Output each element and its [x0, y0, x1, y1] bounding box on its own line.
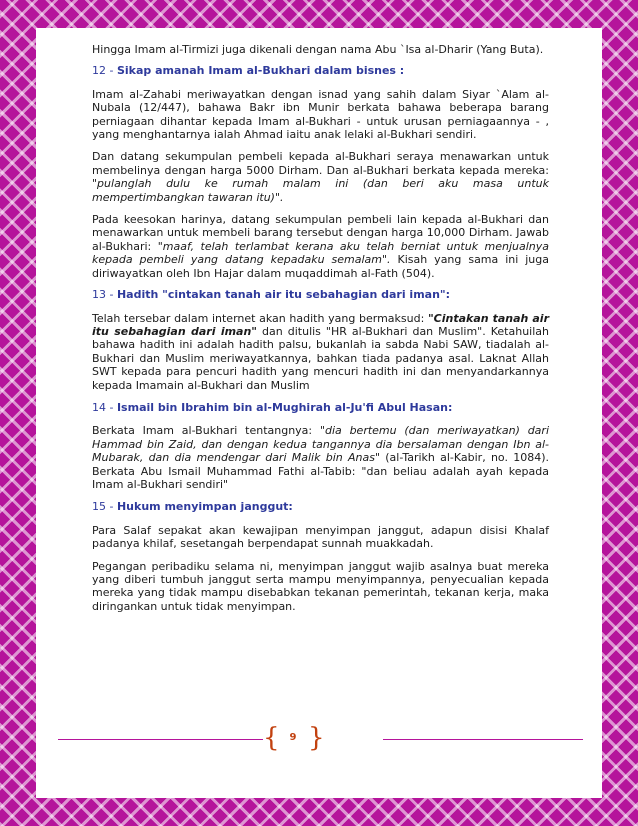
section-heading-15: 15 - Hukum menyimpan janggut: [92, 500, 293, 514]
paragraph: Pegangan peribadiku selama ni, menyimpan janggut wajib asalnya buat mereka yang diberi tumbuh janggut serta mampu menyimpannya, penyecualian kepada mereka yang tidak mampu disebabkan tekanan pemerintah, tekanan kerja, maka diringankan untuk tidak menyimpan. [92, 559, 549, 613]
section-heading-13: 13 - Hadith "cintakan tanah air itu sebahagian dari iman": [92, 288, 451, 302]
footer-bracket-open: { [263, 723, 280, 753]
paragraph: Dan datang sekumpulan pembeli kepada al-Bukhari seraya menawarkan untuk membelinya dengan harga 5000 Dirham. Dan al-Bukhari berkata kepada mereka: "pulanglah dulu ke rumah malam ini (dan beri aku masa untuk mempertimbangkan tawaran itu)". [92, 150, 549, 204]
page-number: 9 [289, 732, 297, 743]
paragraph: Pada keesokan harinya, datang sekumpulan pembeli lain kepada al-Bukhari dan menawarkan untuk membeli barang tersebut dengan harga 10,000 Dirham. Jawab al-Bukhari: "maaf, telah terlambat kerana aku telah berniat untuk menjualnya kepada pembeli yang datang kepadaku semalam". Kisah yang sama ini juga diriwayatkan oleh Ibn Hajar dalam muqaddimah al-Fath (504). [92, 213, 549, 280]
paragraph: Imam al-Zahabi meriwayatkan dengan isnad yang sahih dalam Siyar `Alam al-Nubala (12/447), bahawa Bakr ibn Munir berkata bahawa beberapa barang perniagaan dihantar kepada Imam al-Bukhari - untuk urusan perniagaannya - , yang menghantarnya ialah Ahmad iaitu anak lelaki al-Bukhari sendiri. [92, 87, 549, 142]
quote: "pulanglah dulu ke rumah malam ini (dan beri aku masa untuk mempertimbangkan tawaran itu)". [92, 177, 549, 204]
document-page [36, 28, 602, 798]
section-heading-12: 12 - Sikap amanah Imam al-Bukhari dalam bisnes : [92, 64, 405, 78]
footer-rule-right [383, 739, 583, 740]
quote: "maaf, telah terlambat kerana aku telah berniat untuk menjualnya kepada pembeli yang datang kepadaku semalam". [92, 239, 549, 267]
footer-rule-left [58, 739, 263, 740]
quote: "dia bertemu (dan meriwayatkan) dari Hammad bin Zaid, dan dengan kedua tangannya dia bersalaman dengan Ibn al-Mubarak, dan dia mendengar dari Malik bin Anas" [92, 424, 549, 465]
section-heading-14: 14 - Ismail bin Ibrahim bin al-Mughirah al-Ju'fi Abul Hasan: [92, 400, 453, 414]
page-footer [58, 723, 583, 753]
quote: "Cintakan tanah air itu sebahagian dari iman" [92, 311, 549, 338]
paragraph: Para Salaf sepakat akan kewajipan menyimpan janggut, adapun disisi Khalaf padanya khilaf, sesetangah berpendapat sunnah muakkadah. [92, 523, 549, 551]
footer-bracket-close: } [308, 723, 325, 753]
paragraph: Telah tersebar dalam internet akan hadith yang bermaksud: "Cintakan tanah air itu sebahagian dari iman" dan ditulis "HR al-Bukhari dan Muslim". Ketahuilah bahawa hadith ini adalah hadith palsu, bukanlah ia sabda Nabi SAW, tiadalah al-Bukhari dan Muslim meriwayatkannya, bahkan tiada padanya asal. Laknat Allah SWT kepada para pencuri hadith yang mencuri hadith ini dan menyandarkannya kepada Imamain al-Bukhari dan Muslim [92, 311, 549, 392]
paragraph: Berkata Imam al-Bukhari tentangnya: "dia bertemu (dan meriwayatkan) dari Hammad bin Zaid, dan dengan kedua tangannya dia bersalaman dengan Ibn al-Mubarak, dan dia mendengar dari Malik bin Anas" (al-Tarikh al-Kabir, no. 1084). Berkata Abu Ismail Muhammad Fathi al-Tabib: "dan beliau adalah ayah kepada Imam al-Bukhari sendiri" [92, 424, 549, 491]
paragraph: Hingga Imam al-Tirmizi juga dikenali dengan nama Abu `Isa al-Dharir (Yang Buta). [92, 43, 544, 56]
